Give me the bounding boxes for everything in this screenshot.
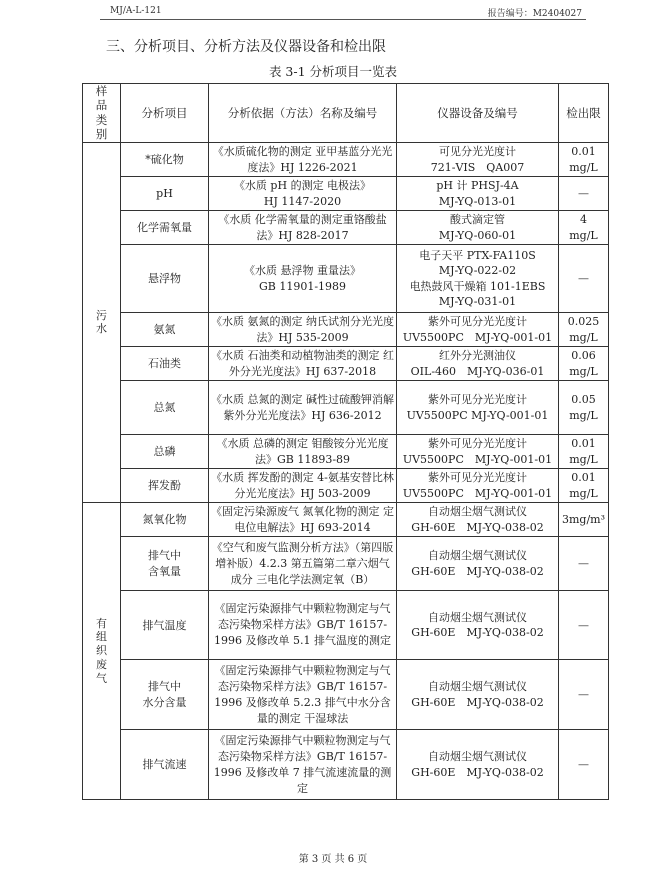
column-header-instrument: 仪器设备及编号 [397,84,559,143]
method-cell: 《水质 pH 的测定 电极法》 HJ 1147-2020 [209,177,397,211]
table-row [83,313,609,347]
method-cell: 《水质 挥发酚的测定 4-氨基安替比林分光光度法》HJ 503-2009 [209,469,397,503]
instrument-cell: 自动烟尘烟气测试仪 GH-60E MJ-YQ-038-02 [397,503,559,537]
method-cell: 《水质 化学需氧量的测定重铬酸盐法》HJ 828-2017 [209,211,397,245]
table-row [83,211,609,245]
item-cell: 排气中 水分含量 [121,660,209,730]
method-cell: 《水质硫化物的测定 亚甲基蓝分光光度法》HJ 1226-2021 [209,143,397,177]
item-cell: 石油类 [121,347,209,381]
limit-cell: — [559,660,609,730]
analysis-items-table [82,83,609,800]
item-cell: 挥发酚 [121,469,209,503]
instrument-cell: 酸式滴定管 MJ-YQ-060-01 [397,211,559,245]
limit-cell: — [559,537,609,591]
instrument-cell: 可见分光光度计 721-VIS QA007 [397,143,559,177]
table-row [83,143,609,177]
item-cell: 悬浮物 [121,245,209,313]
instrument-cell: 自动烟尘烟气测试仪 GH-60E MJ-YQ-038-02 [397,660,559,730]
table-row [83,503,609,537]
table-row [83,435,609,469]
limit-cell: — [559,591,609,660]
instrument-cell: 紫外可见分光光度计 UV5500PC MJ-YQ-001-01 [397,435,559,469]
column-header-method: 分析依据（方法）名称及编号 [209,84,397,143]
item-cell: 总氮 [121,381,209,435]
column-header-limit: 检出限 [559,84,609,143]
method-cell: 《固定污染源排气中颗粒物测定与气态污染物采样方法》GB/T 16157-1996 及修改单 5.2.3 排气中水分含量的测定 干湿球法 [209,660,397,730]
table-row [83,730,609,800]
item-cell: 总磷 [121,435,209,469]
instrument-cell: 自动烟尘烟气测试仪 GH-60E MJ-YQ-038-02 [397,730,559,800]
limit-cell: 0.01 mg/L [559,435,609,469]
instrument-cell: 电子天平 PTX-FA110S MJ-YQ-022-02 电热鼓风干燥箱 101-1EBS MJ-YQ-031-01 [397,245,559,313]
table-row [83,660,609,730]
method-cell: 《水质 总氮的测定 碱性过硫酸钾消解紫外分光光度法》HJ 636-2012 [209,381,397,435]
method-cell: 《空气和废气监测分析方法》（第四版增补版）4.2.3 第五篇第二章六烟气成分 三电化学法测定氧（B） [209,537,397,591]
limit-cell: 0.01 mg/L [559,143,609,177]
instrument-cell: 自动烟尘烟气测试仪 GH-60E MJ-YQ-038-02 [397,537,559,591]
limit-cell: — [559,177,609,211]
item-cell: 氮氧化物 [121,503,209,537]
section-title: 三、分析项目、分析方法及仪器设备和检出限 [106,39,386,55]
limit-cell: 3mg/m³ [559,503,609,537]
method-cell: 《水质 氨氮的测定 纳氏试剂分光光度法》HJ 535-2009 [209,313,397,347]
instrument-cell: 红外分光测油仪 OIL-460 MJ-YQ-036-01 [397,347,559,381]
document-code: MJ/A-L-121 [110,6,162,16]
method-cell: 《固定污染源排气中颗粒物测定与气态污染物采样方法》GB/T 16157-1996 及修改单 5.1 排气温度的测定 [209,591,397,660]
instrument-cell: 紫外可见分光光度计 UV5500PC MJ-YQ-001-01 [397,381,559,435]
column-header-item: 分析项目 [121,84,209,143]
limit-cell: 4 mg/L [559,211,609,245]
limit-cell: 0.01 mg/L [559,469,609,503]
column-header-category: 样品类别 [83,84,121,143]
limit-cell: 0.06 mg/L [559,347,609,381]
category-cell: 有组织废气 [83,503,121,800]
instrument-cell: 自动烟尘烟气测试仪 GH-60E MJ-YQ-038-02 [397,591,559,660]
table-row [83,469,609,503]
table-row [83,177,609,211]
method-cell: 《水质 石油类和动植物油类的测定 红外分光光度法》HJ 637-2018 [209,347,397,381]
limit-cell: — [559,245,609,313]
method-cell: 《水质 总磷的测定 钼酸铵分光光度法》GB 11893-89 [209,435,397,469]
category-cell: 污水 [83,143,121,503]
header-rule [100,19,586,20]
item-cell: 化学需氧量 [121,211,209,245]
table-row [83,347,609,381]
table-row [83,381,609,435]
limit-cell: — [559,730,609,800]
table-row [83,537,609,591]
method-cell: 《水质 悬浮物 重量法》 GB 11901-1989 [209,245,397,313]
page-footer: 第 3 页 共 6 页 [298,854,368,865]
table-row [83,591,609,660]
table-row [83,245,609,313]
item-cell: pH [121,177,209,211]
limit-cell: 0.025 mg/L [559,313,609,347]
report-number: 报告编号：M2404027 [487,9,582,19]
method-cell: 《固定污染源废气 氮氧化物的测定 定电位电解法》HJ 693-2014 [209,503,397,537]
item-cell: 排气温度 [121,591,209,660]
instrument-cell: 紫外可见分光光度计 UV5500PC MJ-YQ-001-01 [397,313,559,347]
table-caption: 表 3-1 分析项目一览表 [268,64,398,79]
method-cell: 《固定污染源排气中颗粒物测定与气态污染物采样方法》GB/T 16157-1996 及修改单 7 排气流速流量的测定 [209,730,397,800]
limit-cell: 0.05 mg/L [559,381,609,435]
page-header [0,4,666,18]
instrument-cell: 紫外可见分光光度计 UV5500PC MJ-YQ-001-01 [397,469,559,503]
item-cell: 排气流速 [121,730,209,800]
item-cell: 排气中 含氧量 [121,537,209,591]
table-header-row [83,84,609,143]
item-cell: 氨氮 [121,313,209,347]
item-cell: *硫化物 [121,143,209,177]
instrument-cell: pH 计 PHSJ-4A MJ-YQ-013-01 [397,177,559,211]
